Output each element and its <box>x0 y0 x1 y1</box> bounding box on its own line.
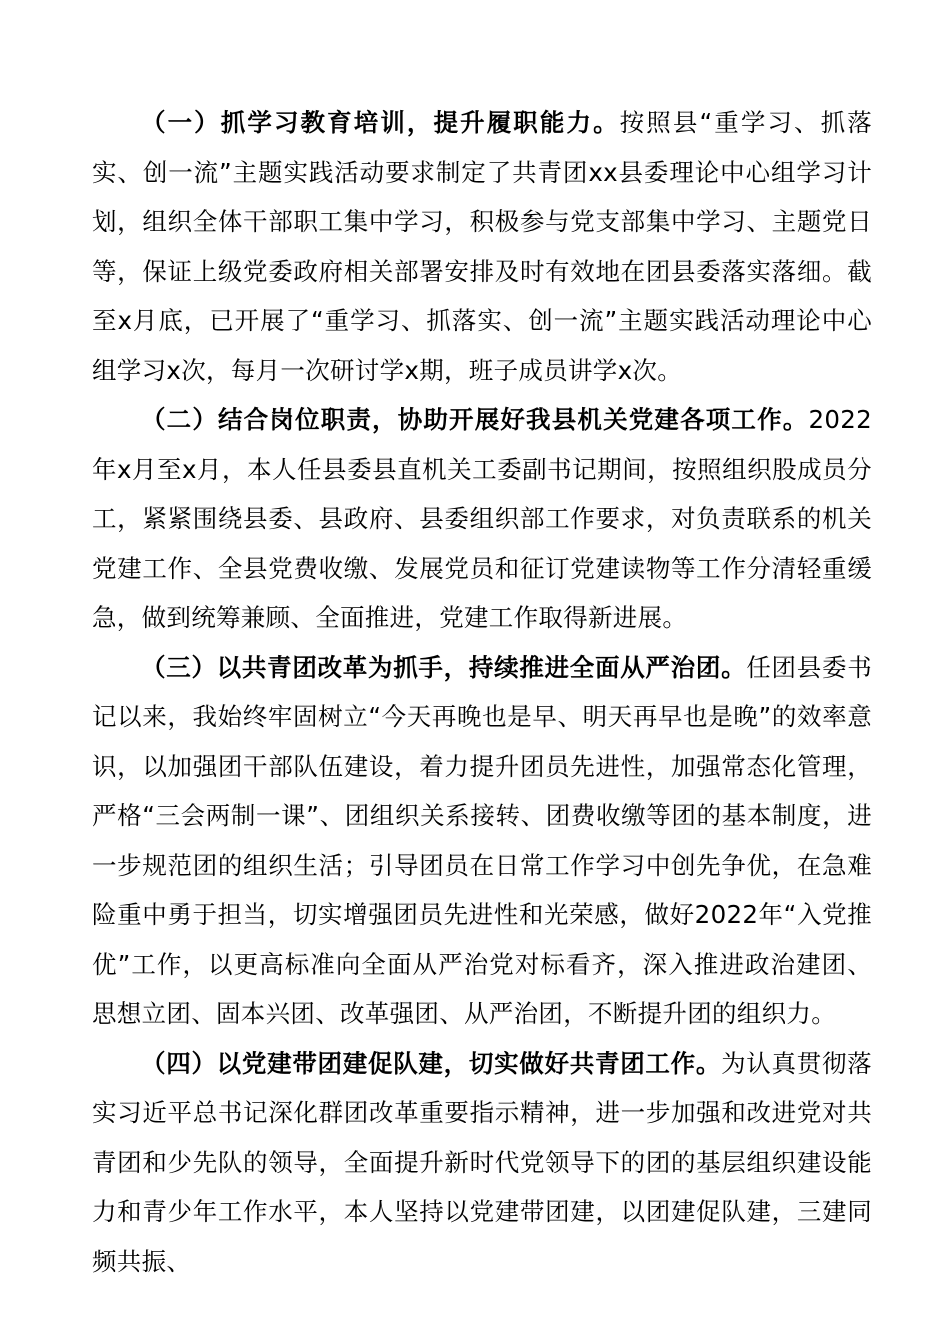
document-body <box>92 98 872 1286</box>
paragraph-2 <box>92 395 872 643</box>
paragraph-4-heading: （四）以党建带团建促队建，切实做好共青团工作。 <box>141 1048 722 1078</box>
paragraph-3 <box>92 643 872 1039</box>
paragraph-2-heading: （二）结合岗位职责，协助开展好我县机关党建各项工作。 <box>141 405 809 434</box>
paragraph-4 <box>92 1039 872 1287</box>
paragraph-2-text: 2022年x月至x月，本人任县委县直机关工委副书记期间，按照组织股成员分工，紧紧围绕县委、县政府、县委组织部工作要求，对负责联系的机关党建工作、全县党费收缴、发展党员和征订党建读物等工作分清轻重缓急，做到统筹兼顾、全面推进，党建工作取得新进展。 <box>92 405 872 632</box>
paragraph-4-text: 为认真贯彻落实习近平总书记深化群团改革重要指示精神，进一步加强和改进党对共青团和少先队的领导，全面提升新时代党领导下的团的基层组织建设能力和青少年工作水平，本人坚持以党建带团建，以团建促队建，三建同频共振、 <box>92 1048 872 1276</box>
paragraph-1 <box>92 98 872 395</box>
paragraph-1-heading: （一）抓学习教育培训，提升履职能力。 <box>141 108 620 137</box>
paragraph-3-text: 任团县委书记以来，我始终牢固树立“今天再晚也是早、明天再早也是晚”的效率意识，以加强团干部队伍建设，着力提升团员先进性，加强常态化管理，严格“三会两制一课”、团组织关系接转、团费收缴等团的基本制度，进一步规范团的组织生活；引导团员在日常工作学习中创先争优，在急难险重中勇于担当，切实增强团员先进性和光荣感，做好2022年“入党推优”工作，以更高标准向全面从严治党对标看齐，深入推进政治建团、思想立团、固本兴团、改革强团、从严治团，不断提升团的组织力。 <box>92 652 872 1028</box>
paragraph-1-text: 按照县“重学习、抓落实、创一流”主题实践活动要求制定了共青团xx县委理论中心组学习计划，组织全体干部职工集中学习，积极参与党支部集中学习、主题党日等，保证上级党委政府相关部署安排及时有效地在团县委落实落细。截至x月底，已开展了“重学习、抓落实、创一流”主题实践活动理论中心组学习x次，每月一次研讨学x期，班子成员讲学x次。 <box>92 108 872 385</box>
paragraph-3-heading: （三）以共青团改革为抓手，持续推进全面从严治团。 <box>141 652 747 682</box>
